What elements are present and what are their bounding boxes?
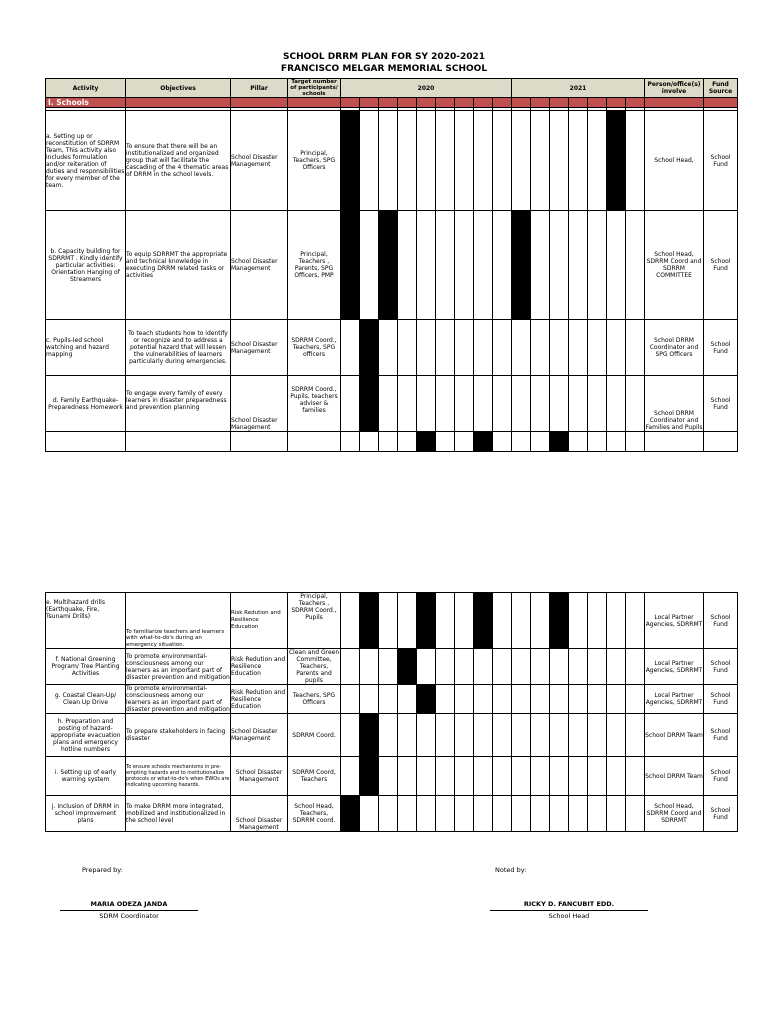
schedule-cell — [436, 432, 455, 452]
fund-cell: School Fund — [704, 593, 738, 649]
schedule-cell — [588, 432, 607, 452]
schedule-cell — [512, 757, 531, 796]
schedule-cell — [474, 376, 493, 432]
objectives-cell: To prepare stakeholders in facing disaster — [126, 714, 231, 757]
schedule-cell — [626, 685, 645, 714]
pillar-cell: School Disaster Management — [231, 714, 288, 757]
schedule-cell — [588, 796, 607, 832]
schedule-cell — [474, 714, 493, 757]
person-cell: Local Partner Agencies, SDRRMT — [645, 649, 704, 685]
schedule-cell — [531, 757, 550, 796]
schedule-cell — [550, 376, 569, 432]
schedule-cell — [626, 593, 645, 649]
activity-cell: c. Pupils-led school watching and hazard mapping — [46, 320, 126, 376]
pillar-cell: Risk Redution and Resilience Education — [231, 685, 288, 714]
prepared-by-label: Prepared by: — [82, 866, 123, 874]
schedule-cell — [417, 757, 436, 796]
pillar-cell: School Disaster Management — [231, 111, 288, 211]
objectives-cell: To equip SDRRMT the appropriate and technical knowledge in executing DRRM related tasks or activities — [126, 211, 231, 320]
schedule-cell — [360, 593, 379, 649]
table-row-continued — [46, 432, 738, 452]
schedule-cell — [436, 714, 455, 757]
schedule-cell — [607, 211, 626, 320]
schedule-cell — [455, 714, 474, 757]
schedule-cell — [436, 111, 455, 211]
schedule-cell — [474, 432, 493, 452]
schedule-cell — [493, 111, 512, 211]
schedule-cell — [512, 376, 531, 432]
schedule-cell — [512, 320, 531, 376]
schedule-cell — [436, 757, 455, 796]
schedule-cell — [474, 649, 493, 685]
schedule-cell — [531, 211, 550, 320]
col-activity: Activity — [46, 79, 126, 98]
schedule-cell — [550, 685, 569, 714]
schedule-cell — [398, 685, 417, 714]
schedule-cell — [607, 796, 626, 832]
schedule-cell — [417, 432, 436, 452]
schedule-cell — [474, 796, 493, 832]
schedule-cell — [341, 376, 360, 432]
pillar-cell: School Disaster Management — [231, 376, 288, 432]
schedule-cell — [626, 320, 645, 376]
schedule-cell — [436, 320, 455, 376]
schedule-cell — [379, 649, 398, 685]
schedule-cell — [474, 111, 493, 211]
schedule-cell — [550, 111, 569, 211]
schedule-cell — [474, 320, 493, 376]
objectives-cell: To promote environmental-consciousness among our learners as an important part of disaster prevention and mitigation — [126, 685, 230, 713]
schedule-cell — [512, 796, 531, 832]
schedule-cell — [398, 211, 417, 320]
schedule-cell — [455, 111, 474, 211]
schedule-cell — [607, 432, 626, 452]
schedule-cell — [455, 211, 474, 320]
schedule-cell — [569, 714, 588, 757]
schedule-cell — [341, 796, 360, 832]
table-row — [46, 593, 738, 649]
schedule-cell — [493, 593, 512, 649]
schedule-cell — [436, 685, 455, 714]
section-row — [46, 98, 738, 108]
fund-cell: School Fund — [704, 796, 738, 832]
schedule-cell — [569, 111, 588, 211]
target-cell: Principal, Teachers, SPG Officers — [288, 111, 341, 211]
fund-cell: School Fund — [704, 757, 738, 796]
schedule-cell — [626, 796, 645, 832]
col-target: Target number of participants/ schools — [288, 79, 341, 98]
table-row — [46, 685, 738, 714]
schedule-cell — [512, 111, 531, 211]
pillar-cell: School Disaster Management — [231, 796, 288, 832]
schedule-cell — [417, 376, 436, 432]
schedule-cell — [341, 714, 360, 757]
schedule-cell — [379, 757, 398, 796]
schedule-cell — [417, 649, 436, 685]
schedule-cell — [417, 796, 436, 832]
schedule-cell — [379, 376, 398, 432]
schedule-cell — [588, 757, 607, 796]
schedule-cell — [626, 376, 645, 432]
pillar-cell: School Disaster Management — [231, 757, 288, 796]
schedule-cell — [341, 649, 360, 685]
table-row — [46, 211, 738, 320]
schedule-cell — [417, 593, 436, 649]
person-cell: School DRRM Coordinator and SPG Officers — [645, 320, 704, 376]
objectives-cell: To ensure that there will be an institutionalized and organized group that will facilitate the cascading of the 4 thematic areas of DRRM in the school levels. — [126, 111, 231, 211]
schedule-cell — [436, 593, 455, 649]
schedule-cell — [607, 714, 626, 757]
pillar-cell: Risk Redution and Resilience Education — [231, 593, 288, 649]
schedule-cell — [379, 432, 398, 452]
schedule-cell — [379, 714, 398, 757]
objectives-cell: To engage every family of every learners in disaster preparedness and prevention planning — [126, 376, 231, 432]
schedule-cell — [379, 320, 398, 376]
schedule-cell — [607, 685, 626, 714]
fund-cell: School Fund — [704, 714, 738, 757]
col-year-2020: 2020 — [341, 79, 512, 98]
schedule-cell — [588, 685, 607, 714]
schedule-cell — [455, 376, 474, 432]
schedule-cell — [512, 714, 531, 757]
objectives-cell: To make DRRM more integrated, mobilized and institutionalized in the school level — [126, 796, 231, 832]
schedule-cell — [550, 649, 569, 685]
fund-cell: School Fund — [704, 685, 738, 714]
schedule-cell — [550, 796, 569, 832]
schedule-cell — [550, 757, 569, 796]
schedule-cell — [493, 685, 512, 714]
person-cell: School Head, SDRRM Coord and SDRRM COMMITTEE — [645, 211, 704, 320]
schedule-cell — [379, 685, 398, 714]
schedule-cell — [436, 376, 455, 432]
col-year-2021: 2021 — [512, 79, 645, 98]
person-cell: School DRRM Team — [645, 714, 704, 757]
schedule-cell — [379, 593, 398, 649]
schedule-cell — [360, 320, 379, 376]
schedule-cell — [360, 432, 379, 452]
schedule-cell — [588, 714, 607, 757]
activity-cell: a. Setting up or reconstitution of SDRRM Team, This activity also includes formulation and/or reiteration of duties and responsibilities for every member of the team. — [46, 111, 126, 211]
prepared-by-role: SDRM Coordinator — [99, 912, 159, 920]
schedule-cell — [531, 685, 550, 714]
schedule-cell — [341, 432, 360, 452]
drrm-plan-table-upper — [45, 78, 738, 452]
schedule-cell — [360, 211, 379, 320]
schedule-cell — [550, 320, 569, 376]
schedule-cell — [607, 111, 626, 211]
person-cell: School DRRM Team — [645, 757, 704, 796]
schedule-cell — [360, 376, 379, 432]
person-cell: Local Partner Agencies, SDRRMT — [645, 685, 704, 714]
schedule-cell — [607, 593, 626, 649]
noted-by-role: School Head — [548, 912, 590, 920]
schedule-cell — [474, 757, 493, 796]
plan-title: SCHOOL DRRM PLAN FOR SY 2020-2021 — [283, 52, 485, 62]
objectives-cell: To promote environmental-consciousness among our learners as an important part of disaster prevention and mitigation — [126, 649, 231, 685]
schedule-cell — [436, 796, 455, 832]
schedule-cell — [474, 685, 493, 714]
fund-cell: School Fund — [704, 111, 738, 211]
schedule-cell — [493, 211, 512, 320]
table-row — [46, 649, 738, 685]
schedule-cell — [341, 685, 360, 714]
activity-cell: b. Capacity building for SDRRMT . Kindly identify particular activities: Orientation Hanging of Streamers — [46, 211, 126, 320]
objectives-cell: To ensure schools mechanisms in pre-empting hazards and to institutionalize protocols or what-to-do's when EWOs are indicating upcoming hazards. — [126, 757, 231, 796]
person-cell: School DRRM Coordinator and Families and Pupils — [645, 376, 704, 432]
target-cell: SDRRM Coord., Teachers, SPG officers — [288, 320, 341, 376]
schedule-cell — [569, 757, 588, 796]
schedule-cell — [588, 111, 607, 211]
schedule-cell — [379, 211, 398, 320]
person-cell: School Head, — [645, 111, 704, 211]
schedule-cell — [512, 685, 531, 714]
objectives-cell: To familiarize teachers and learners with what-to-do's during an emergency situation. — [126, 593, 231, 649]
person-cell: Local Partner Agencies, SDRRMT — [645, 593, 704, 649]
target-cell: Principal, Teachers , Parents, SPG Officers, PMP — [288, 211, 341, 320]
table-row — [46, 757, 738, 796]
target-cell: SDRRM Coord. — [288, 714, 341, 757]
schedule-cell — [626, 757, 645, 796]
schedule-cell — [531, 714, 550, 757]
prepared-by-name: MARIA ODEZA JANDA — [90, 900, 168, 908]
schedule-cell — [398, 796, 417, 832]
schedule-cell — [588, 211, 607, 320]
section-label: I. Schools — [46, 98, 126, 108]
schedule-cell — [531, 111, 550, 211]
target-cell: Clean and Green Committee, Teachers, Parents and pupils — [288, 649, 340, 684]
schedule-cell — [588, 376, 607, 432]
activity-cell: d. Family Earthquake-Preparedness Homework — [46, 376, 126, 432]
schedule-cell — [531, 320, 550, 376]
schedule-cell — [360, 685, 379, 714]
schedule-cell — [474, 211, 493, 320]
target-cell: School Head, Teachers, SDRRM coord. — [288, 796, 341, 832]
schedule-cell — [398, 757, 417, 796]
schedule-cell — [341, 211, 360, 320]
person-cell: School Head, SDRRM Coord and SDRRMT — [645, 796, 704, 832]
schedule-cell — [550, 432, 569, 452]
schedule-cell — [493, 649, 512, 685]
schedule-cell — [550, 714, 569, 757]
prepared-signature-line — [60, 910, 198, 911]
pillar-cell: School Disaster Management — [231, 211, 288, 320]
schedule-cell — [626, 649, 645, 685]
schedule-cell — [455, 593, 474, 649]
schedule-cell — [493, 432, 512, 452]
schedule-cell — [360, 649, 379, 685]
activity-cell: f. National Greening Program/ Tree Planting Activities — [46, 649, 126, 685]
schedule-cell — [531, 593, 550, 649]
schedule-cell — [626, 211, 645, 320]
schedule-cell — [341, 593, 360, 649]
schedule-cell — [626, 432, 645, 452]
schedule-cell — [398, 649, 417, 685]
target-cell: SDRRM Coord, Teachers — [288, 757, 341, 796]
noted-by-label: Noted by: — [495, 866, 527, 874]
schedule-cell — [569, 320, 588, 376]
schedule-cell — [474, 593, 493, 649]
schedule-cell — [531, 376, 550, 432]
schedule-cell — [493, 714, 512, 757]
schedule-cell — [531, 649, 550, 685]
schedule-cell — [360, 111, 379, 211]
schedule-cell — [455, 757, 474, 796]
objectives-cell: To teach students how to identify or recognize and to address a potential hazard that will lessen the vulnerabilities of learners particularly during emergencies. — [126, 320, 231, 376]
fund-cell: School Fund — [704, 211, 738, 320]
activity-cell: g. Coastal Clean-Up/ Clean Up Drive — [46, 685, 126, 714]
schedule-cell — [569, 432, 588, 452]
schedule-cell — [436, 649, 455, 685]
schedule-cell — [550, 593, 569, 649]
schedule-cell — [493, 376, 512, 432]
noted-signature-line — [490, 910, 648, 911]
schedule-cell — [417, 211, 436, 320]
schedule-cell — [512, 649, 531, 685]
activity-cell: i. Setting up of early warning system — [46, 757, 126, 796]
schedule-cell — [512, 432, 531, 452]
schedule-cell — [341, 757, 360, 796]
schedule-cell — [569, 376, 588, 432]
schedule-cell — [455, 320, 474, 376]
table-row — [46, 796, 738, 832]
fund-cell: School Fund — [704, 320, 738, 376]
schedule-cell — [398, 376, 417, 432]
drrm-plan-table-lower — [45, 592, 738, 832]
schedule-cell — [493, 796, 512, 832]
schedule-cell — [398, 432, 417, 452]
activity-cell: j. Inclusion of DRRM in school improvement plans — [46, 796, 126, 832]
table-row — [46, 714, 738, 757]
schedule-cell — [455, 649, 474, 685]
activity-cell: h. Preparation and posting of hazard-appropriate evacuation plans and emergency hotline numbers — [46, 714, 126, 757]
schedule-cell — [341, 320, 360, 376]
schedule-cell — [588, 593, 607, 649]
schedule-cell — [607, 649, 626, 685]
noted-by-name: RICKY D. FANCUBIT EDD. — [523, 900, 615, 908]
table-header-row — [46, 79, 738, 98]
schedule-cell — [417, 714, 436, 757]
schedule-cell — [398, 111, 417, 211]
schedule-cell — [550, 211, 569, 320]
schedule-cell — [569, 593, 588, 649]
schedule-cell — [398, 593, 417, 649]
schedule-cell — [531, 796, 550, 832]
schedule-cell — [588, 320, 607, 376]
target-cell: Teachers, SPG Officers — [288, 685, 341, 714]
schedule-cell — [569, 211, 588, 320]
schedule-cell — [512, 593, 531, 649]
schedule-cell — [455, 685, 474, 714]
schedule-cell — [607, 376, 626, 432]
schedule-cell — [360, 796, 379, 832]
col-person: Person/office(s) involve — [645, 79, 704, 98]
col-pillar: Pillar — [231, 79, 288, 98]
schedule-cell — [360, 714, 379, 757]
schedule-cell — [398, 320, 417, 376]
schedule-cell — [379, 111, 398, 211]
schedule-cell — [417, 320, 436, 376]
table-row — [46, 320, 738, 376]
schedule-cell — [493, 757, 512, 796]
col-fund: Fund Source — [704, 79, 738, 98]
table-row — [46, 111, 738, 211]
schedule-cell — [455, 432, 474, 452]
col-objectives: Objectives — [126, 79, 231, 98]
schedule-cell — [493, 320, 512, 376]
schedule-cell — [341, 111, 360, 211]
pillar-cell: Risk Redution and Resilience Education — [231, 649, 288, 685]
schedule-cell — [417, 685, 436, 714]
schedule-cell — [417, 111, 436, 211]
table-row — [46, 376, 738, 432]
target-cell: Principal, Teachers , SDRRM Coord., Pupils — [288, 593, 341, 649]
schedule-cell — [569, 796, 588, 832]
activity-cell: e. Multihazard drills (Earthquake, Fire, Tsunami Drills) — [46, 593, 126, 649]
schedule-cell — [588, 649, 607, 685]
school-name: FRANCISCO MELGAR MEMORIAL SCHOOL — [280, 64, 488, 74]
schedule-cell — [436, 211, 455, 320]
schedule-cell — [607, 757, 626, 796]
schedule-cell — [379, 796, 398, 832]
schedule-cell — [531, 432, 550, 452]
target-cell: SDRRM Coord., Pupils, teachers adviser & families — [288, 376, 341, 432]
schedule-cell — [607, 320, 626, 376]
fund-cell: School Fund — [704, 376, 738, 432]
schedule-cell — [398, 714, 417, 757]
schedule-cell — [569, 685, 588, 714]
schedule-cell — [569, 649, 588, 685]
schedule-cell — [360, 757, 379, 796]
schedule-cell — [512, 211, 531, 320]
fund-cell: School Fund — [704, 649, 738, 685]
schedule-cell — [455, 796, 474, 832]
schedule-cell — [626, 714, 645, 757]
pillar-cell: School Disaster Management — [231, 320, 288, 376]
schedule-cell — [626, 111, 645, 211]
